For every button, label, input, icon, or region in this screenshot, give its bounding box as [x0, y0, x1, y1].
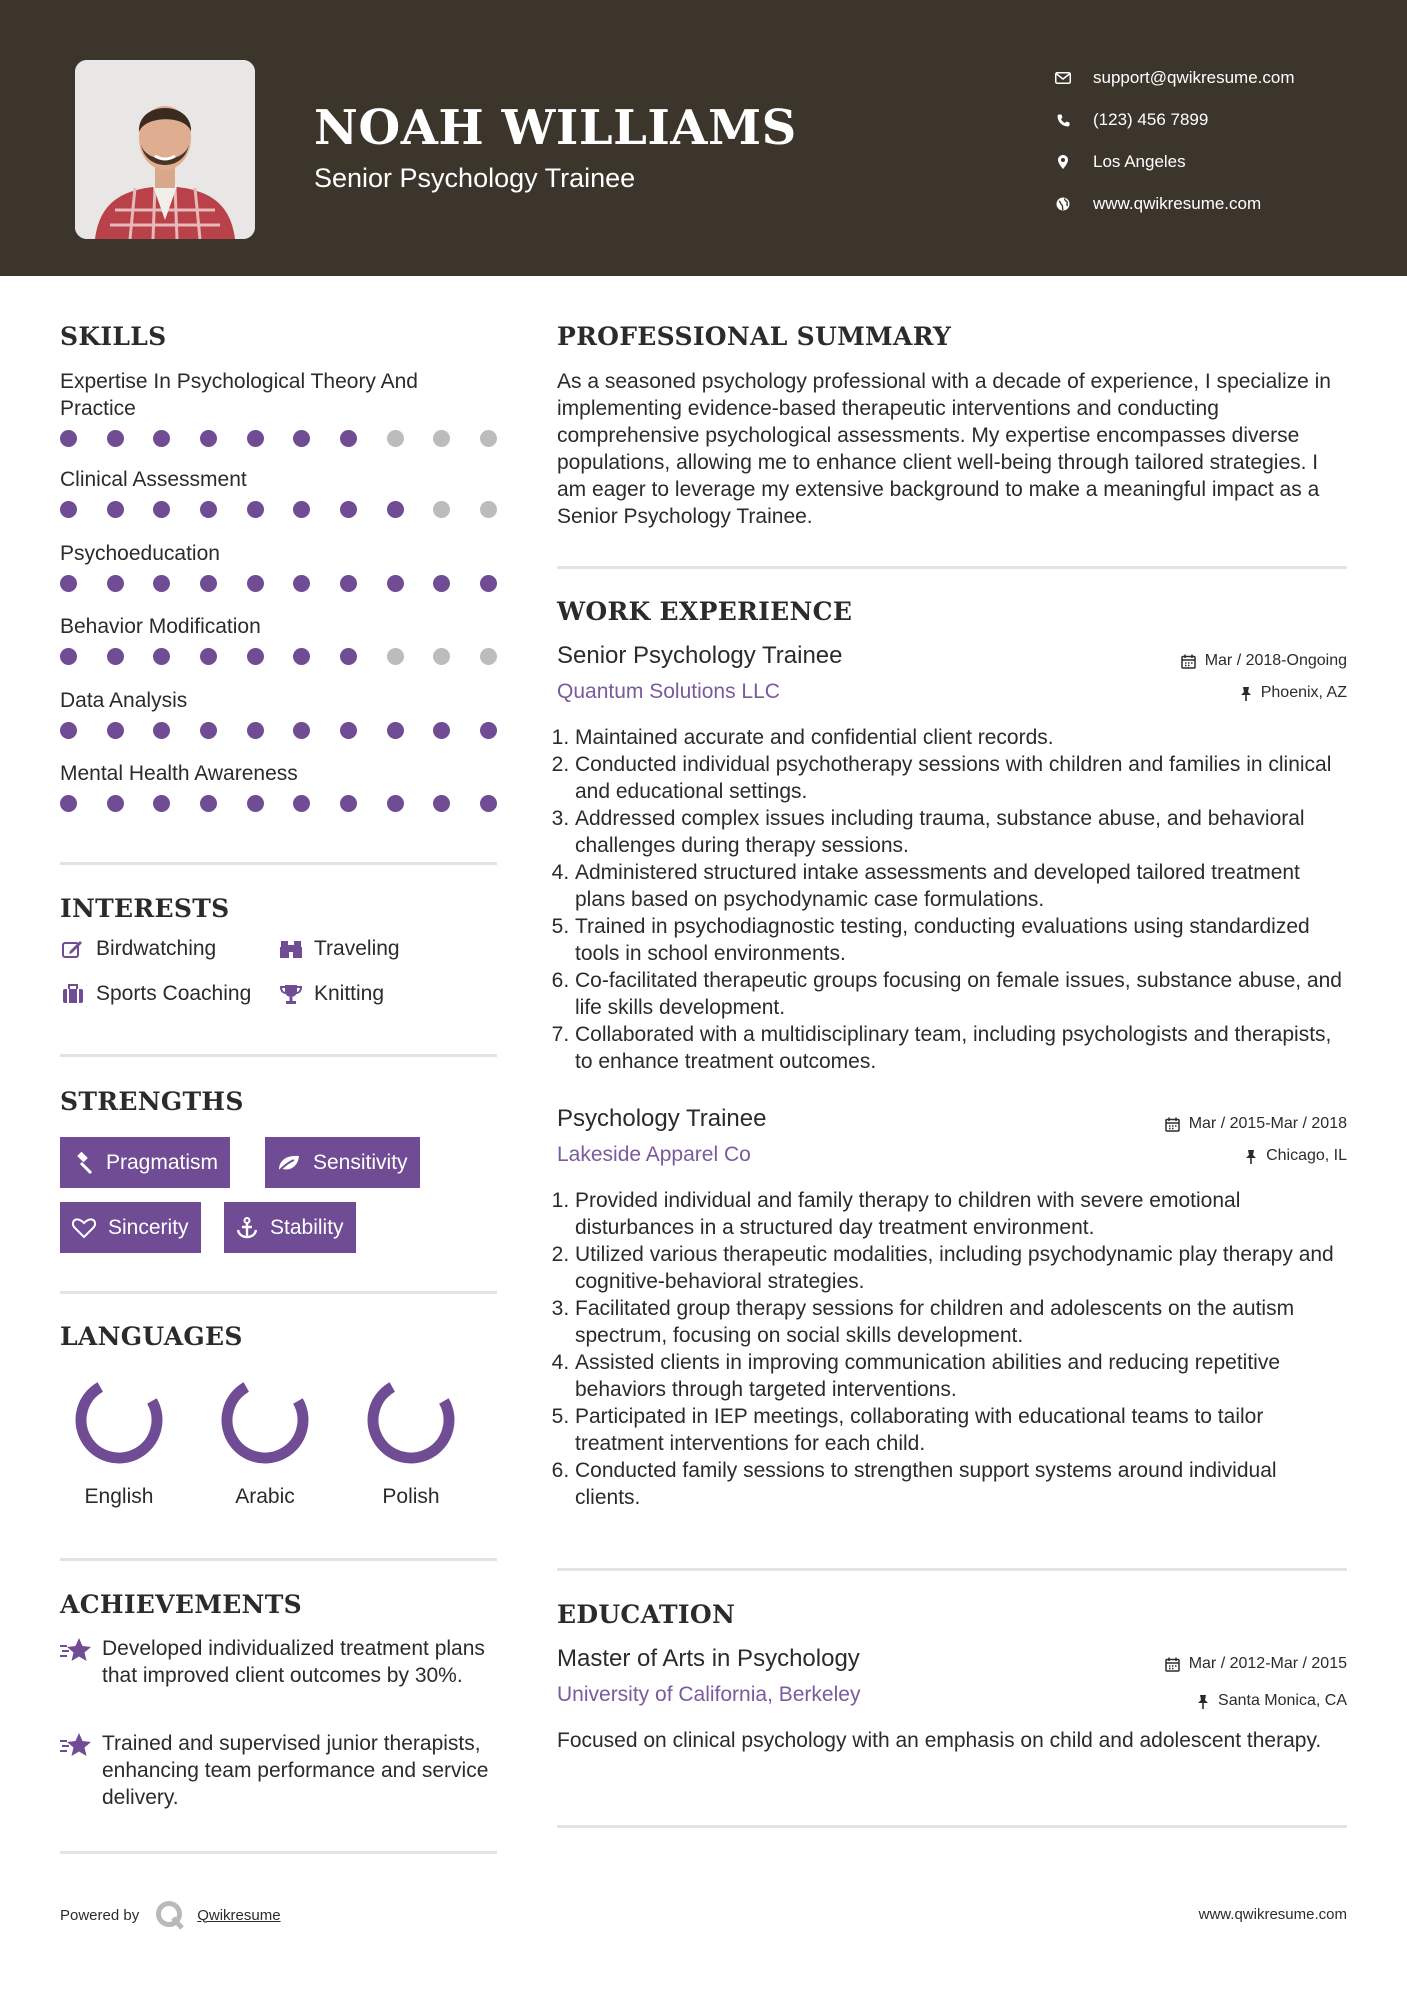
skill-item [60, 613, 497, 665]
skill-item [60, 687, 497, 739]
calendar-icon [1181, 654, 1196, 669]
rating-dot-filled [200, 501, 217, 518]
language-item [205, 1372, 325, 1509]
rating-dot-filled [480, 722, 497, 739]
job-title: Psychology Trainee [557, 1105, 767, 1132]
skill-name: Expertise In Psychological Theory And Practice [60, 370, 418, 420]
language-label: Polish [382, 1485, 440, 1508]
divider [60, 1054, 497, 1057]
binoculars-icon [278, 939, 304, 959]
rating-dot-empty [433, 501, 450, 518]
edit-icon [60, 939, 86, 959]
achievement-item: Trained and supervised junior therapists, enhancing team performance and service delivery. [60, 1730, 497, 1811]
list-item: 6. Co-facilitated therapeutic groups focusing on female issues, substance abuse, and life skills development. [575, 967, 1347, 1021]
rating-dot-filled [433, 722, 450, 739]
skill-name: Mental Health Awareness [60, 762, 298, 785]
skill-name: Psychoeducation [60, 542, 220, 565]
education-location: Santa Monica, CA [1197, 1692, 1347, 1710]
skill-rating [60, 795, 497, 812]
rating-dot-filled [247, 722, 264, 739]
skill-rating [60, 648, 497, 665]
language-level-ring [363, 1372, 459, 1468]
job-entry [557, 1105, 1347, 1511]
contact-email[interactable]: support@qwikresume.com [1050, 57, 1295, 99]
trophy-icon [278, 984, 304, 1004]
divider [60, 862, 497, 865]
list-item: 5. Participated in IEP meetings, collaborating with educational teams to tailor treatment interventions for each child. [575, 1403, 1347, 1457]
experience-heading: WORK EXPERIENCE [557, 597, 853, 626]
rating-dot-filled [480, 795, 497, 812]
rating-dot-filled [340, 430, 357, 447]
contact-list [1050, 57, 1295, 225]
rating-dot-filled [153, 501, 170, 518]
list-item: 2. Utilized various therapeutic modalities, including psychodynamic play therapy and cognitive-behavioral strategies. [575, 1241, 1347, 1295]
divider [557, 1825, 1347, 1828]
rating-dot-filled [153, 648, 170, 665]
education-description: Focused on clinical psychology with an emphasis on child and adolescent therapy. [557, 1729, 1322, 1752]
rating-dot-filled [433, 575, 450, 592]
language-label: Arabic [235, 1485, 295, 1508]
rating-dot-empty [433, 430, 450, 447]
rating-dot-filled [153, 722, 170, 739]
rating-dot-filled [153, 430, 170, 447]
strength-badge: Pragmatism [60, 1137, 230, 1188]
rating-dot-filled [293, 795, 310, 812]
job-date: Mar / 2018-Ongoing [1181, 652, 1347, 670]
envelope-icon [1050, 72, 1076, 84]
list-item: 4. Assisted clients in improving communication abilities and reducing repetitive behaviors through targeted interventions. [575, 1349, 1347, 1403]
divider [557, 566, 1347, 569]
candidate-title: Senior Psychology Trainee [314, 163, 636, 193]
rating-dot-filled [247, 501, 264, 518]
language-level-arc [71, 1372, 167, 1468]
rating-dot-filled [107, 430, 124, 447]
rating-dot-filled [107, 501, 124, 518]
skill-name: Data Analysis [60, 689, 188, 712]
rating-dot-filled [247, 575, 264, 592]
interest-item: Sports Coaching [60, 982, 251, 1006]
strength-badge: Sincerity [60, 1202, 201, 1253]
anchor-icon [236, 1217, 258, 1239]
rating-dot-filled [387, 501, 404, 518]
pin-icon [1240, 686, 1252, 701]
rating-dot-filled [340, 575, 357, 592]
rating-dot-filled [200, 648, 217, 665]
pin-icon [1245, 1149, 1257, 1164]
header [0, 0, 1407, 276]
list-item: 2. Conducted individual psychotherapy sessions with children and families in clinical and educational settings. [575, 751, 1347, 805]
rating-dot-filled [480, 575, 497, 592]
rating-dot-filled [60, 575, 77, 592]
qwikresume-logo-icon [155, 1900, 185, 1930]
education-entry [557, 1645, 1347, 1754]
star-icon [60, 1730, 92, 1811]
divider [60, 1291, 497, 1294]
divider [60, 1851, 497, 1854]
divider [557, 1568, 1347, 1571]
interest-item: Traveling [278, 937, 400, 961]
list-item: 3. Facilitated group therapy sessions for children and adolescents on the autism spectrum, focusing on social skills development. [575, 1295, 1347, 1349]
list-item: 1. Maintained accurate and confidential client records. [575, 724, 1347, 751]
phone-icon [1050, 114, 1076, 127]
list-item: 6. Conducted family sessions to strengthen support systems around individual clients. [575, 1457, 1347, 1511]
skill-item [60, 368, 497, 447]
interest-item: Birdwatching [60, 937, 216, 961]
language-level-ring [217, 1372, 313, 1468]
rating-dot-filled [107, 722, 124, 739]
language-item [59, 1372, 179, 1509]
rating-dot-filled [200, 722, 217, 739]
language-label: English [84, 1485, 154, 1508]
skill-name: Clinical Assessment [60, 468, 247, 491]
job-date: Mar / 2015-Mar / 2018 [1165, 1115, 1347, 1133]
rating-dot-filled [247, 648, 264, 665]
rating-dot-filled [340, 722, 357, 739]
job-entry [557, 642, 1347, 1075]
powered-by: Powered by Qwikresume [60, 1900, 281, 1930]
star-icon [60, 1635, 92, 1689]
rating-dot-filled [340, 501, 357, 518]
language-level-arc [217, 1372, 313, 1468]
contact-website[interactable]: www.qwikresume.com [1050, 183, 1295, 225]
rating-dot-filled [107, 795, 124, 812]
skill-rating [60, 722, 497, 739]
rating-dot-filled [293, 430, 310, 447]
skill-item [60, 760, 497, 812]
rating-dot-filled [60, 795, 77, 812]
candidate-name: NOAH WILLIAMS [314, 100, 797, 156]
skill-name: Behavior Modification [60, 615, 261, 638]
job-bullets [557, 1187, 1347, 1511]
job-location: Phoenix, AZ [1240, 684, 1347, 702]
rating-dot-filled [60, 648, 77, 665]
rating-dot-filled [293, 648, 310, 665]
list-item: 5. Trained in psychodiagnostic testing, conducting evaluations using standardized tools in school environments. [575, 913, 1347, 967]
contact-phone[interactable]: (123) 456 7899 [1050, 99, 1295, 141]
company-name: Lakeside Apparel Co [557, 1143, 751, 1166]
contact-location: Los Angeles [1050, 141, 1295, 183]
brand-link[interactable]: Qwikresume [197, 1906, 281, 1924]
rating-dot-filled [387, 795, 404, 812]
skill-rating [60, 575, 497, 592]
rating-dot-filled [293, 575, 310, 592]
summary-heading: PROFESSIONAL SUMMARY [557, 322, 952, 351]
leaf-icon [277, 1154, 301, 1172]
rating-dot-filled [293, 722, 310, 739]
rating-dot-filled [247, 430, 264, 447]
skills-heading: SKILLS [60, 322, 167, 351]
rating-dot-empty [387, 648, 404, 665]
rating-dot-filled [107, 575, 124, 592]
skill-rating [60, 501, 497, 518]
company-name: Quantum Solutions LLC [557, 680, 780, 703]
map-marker-icon [1050, 155, 1076, 169]
education-heading: EDUCATION [557, 1600, 736, 1629]
achievement-item: Developed individualized treatment plans that improved client outcomes by 30%. [60, 1635, 497, 1689]
suitcase-icon [60, 984, 86, 1004]
languages-heading: LANGUAGES [60, 1322, 243, 1351]
rating-dot-filled [107, 648, 124, 665]
rating-dot-filled [387, 575, 404, 592]
strengths-heading: STRENGTHS [60, 1087, 244, 1116]
rating-dot-filled [60, 501, 77, 518]
rating-dot-empty [480, 501, 497, 518]
profile-photo [75, 60, 255, 239]
language-level-arc [363, 1372, 459, 1468]
achievements-heading: ACHIEVEMENTS [60, 1590, 302, 1619]
heart-icon [72, 1218, 96, 1238]
gavel-icon [72, 1152, 94, 1174]
rating-dot-filled [247, 795, 264, 812]
job-title: Senior Psychology Trainee [557, 642, 843, 669]
interests-heading: INTERESTS [60, 894, 230, 923]
rating-dot-empty [480, 430, 497, 447]
rating-dot-filled [200, 795, 217, 812]
language-level-ring [71, 1372, 167, 1468]
rating-dot-empty [387, 430, 404, 447]
calendar-icon [1165, 1657, 1180, 1672]
list-item: 3. Addressed complex issues including trauma, substance abuse, and behavioral challenges during therapy sessions. [575, 805, 1347, 859]
rating-dot-filled [60, 722, 77, 739]
divider [60, 1558, 497, 1561]
rating-dot-filled [433, 795, 450, 812]
pin-icon [1197, 1694, 1209, 1709]
rating-dot-filled [60, 430, 77, 447]
rating-dot-filled [293, 501, 310, 518]
job-bullets [557, 724, 1347, 1075]
language-item [351, 1372, 471, 1509]
rating-dot-filled [200, 430, 217, 447]
rating-dot-filled [200, 575, 217, 592]
job-location: Chicago, IL [1245, 1147, 1347, 1165]
strength-badge: Sensitivity [265, 1137, 420, 1188]
interest-item: Knitting [278, 982, 384, 1006]
skill-item [60, 540, 497, 592]
skill-item [60, 466, 497, 518]
skill-rating [60, 430, 497, 447]
list-item: 7. Collaborated with a multidisciplinary team, including psychologists and therapists, to enhance treatment outcomes. [575, 1021, 1347, 1075]
rating-dot-filled [153, 575, 170, 592]
strength-badge: Stability [224, 1202, 356, 1253]
education-date: Mar / 2012-Mar / 2015 [1165, 1655, 1347, 1673]
summary-text: As a seasoned psychology professional with a decade of experience, I specialize in implementing evidence-based therapeutic interventions and conducting comprehensive psychological assessments. My expertise encompasses diverse populations, allowing me to enhance client well-being through tailored strategies. I am eager to leverage my extensive background to make a meaningful impact as a Senior Psychology Trainee. [557, 370, 1331, 528]
rating-dot-empty [433, 648, 450, 665]
footer-url[interactable]: www.qwikresume.com [1198, 1906, 1347, 1923]
rating-dot-empty [480, 648, 497, 665]
list-item: 4. Administered structured intake assessments and developed tailored treatment plans based on psychodynamic case formulations. [575, 859, 1347, 913]
school-name: University of California, Berkeley [557, 1683, 861, 1706]
rating-dot-filled [387, 722, 404, 739]
globe-icon [1050, 197, 1076, 211]
rating-dot-filled [340, 648, 357, 665]
rating-dot-filled [340, 795, 357, 812]
degree-title: Master of Arts in Psychology [557, 1645, 860, 1672]
calendar-icon [1165, 1117, 1180, 1132]
list-item: 1. Provided individual and family therapy to children with severe emotional disturbances in a structured day treatment environment. [575, 1187, 1347, 1241]
rating-dot-filled [153, 795, 170, 812]
